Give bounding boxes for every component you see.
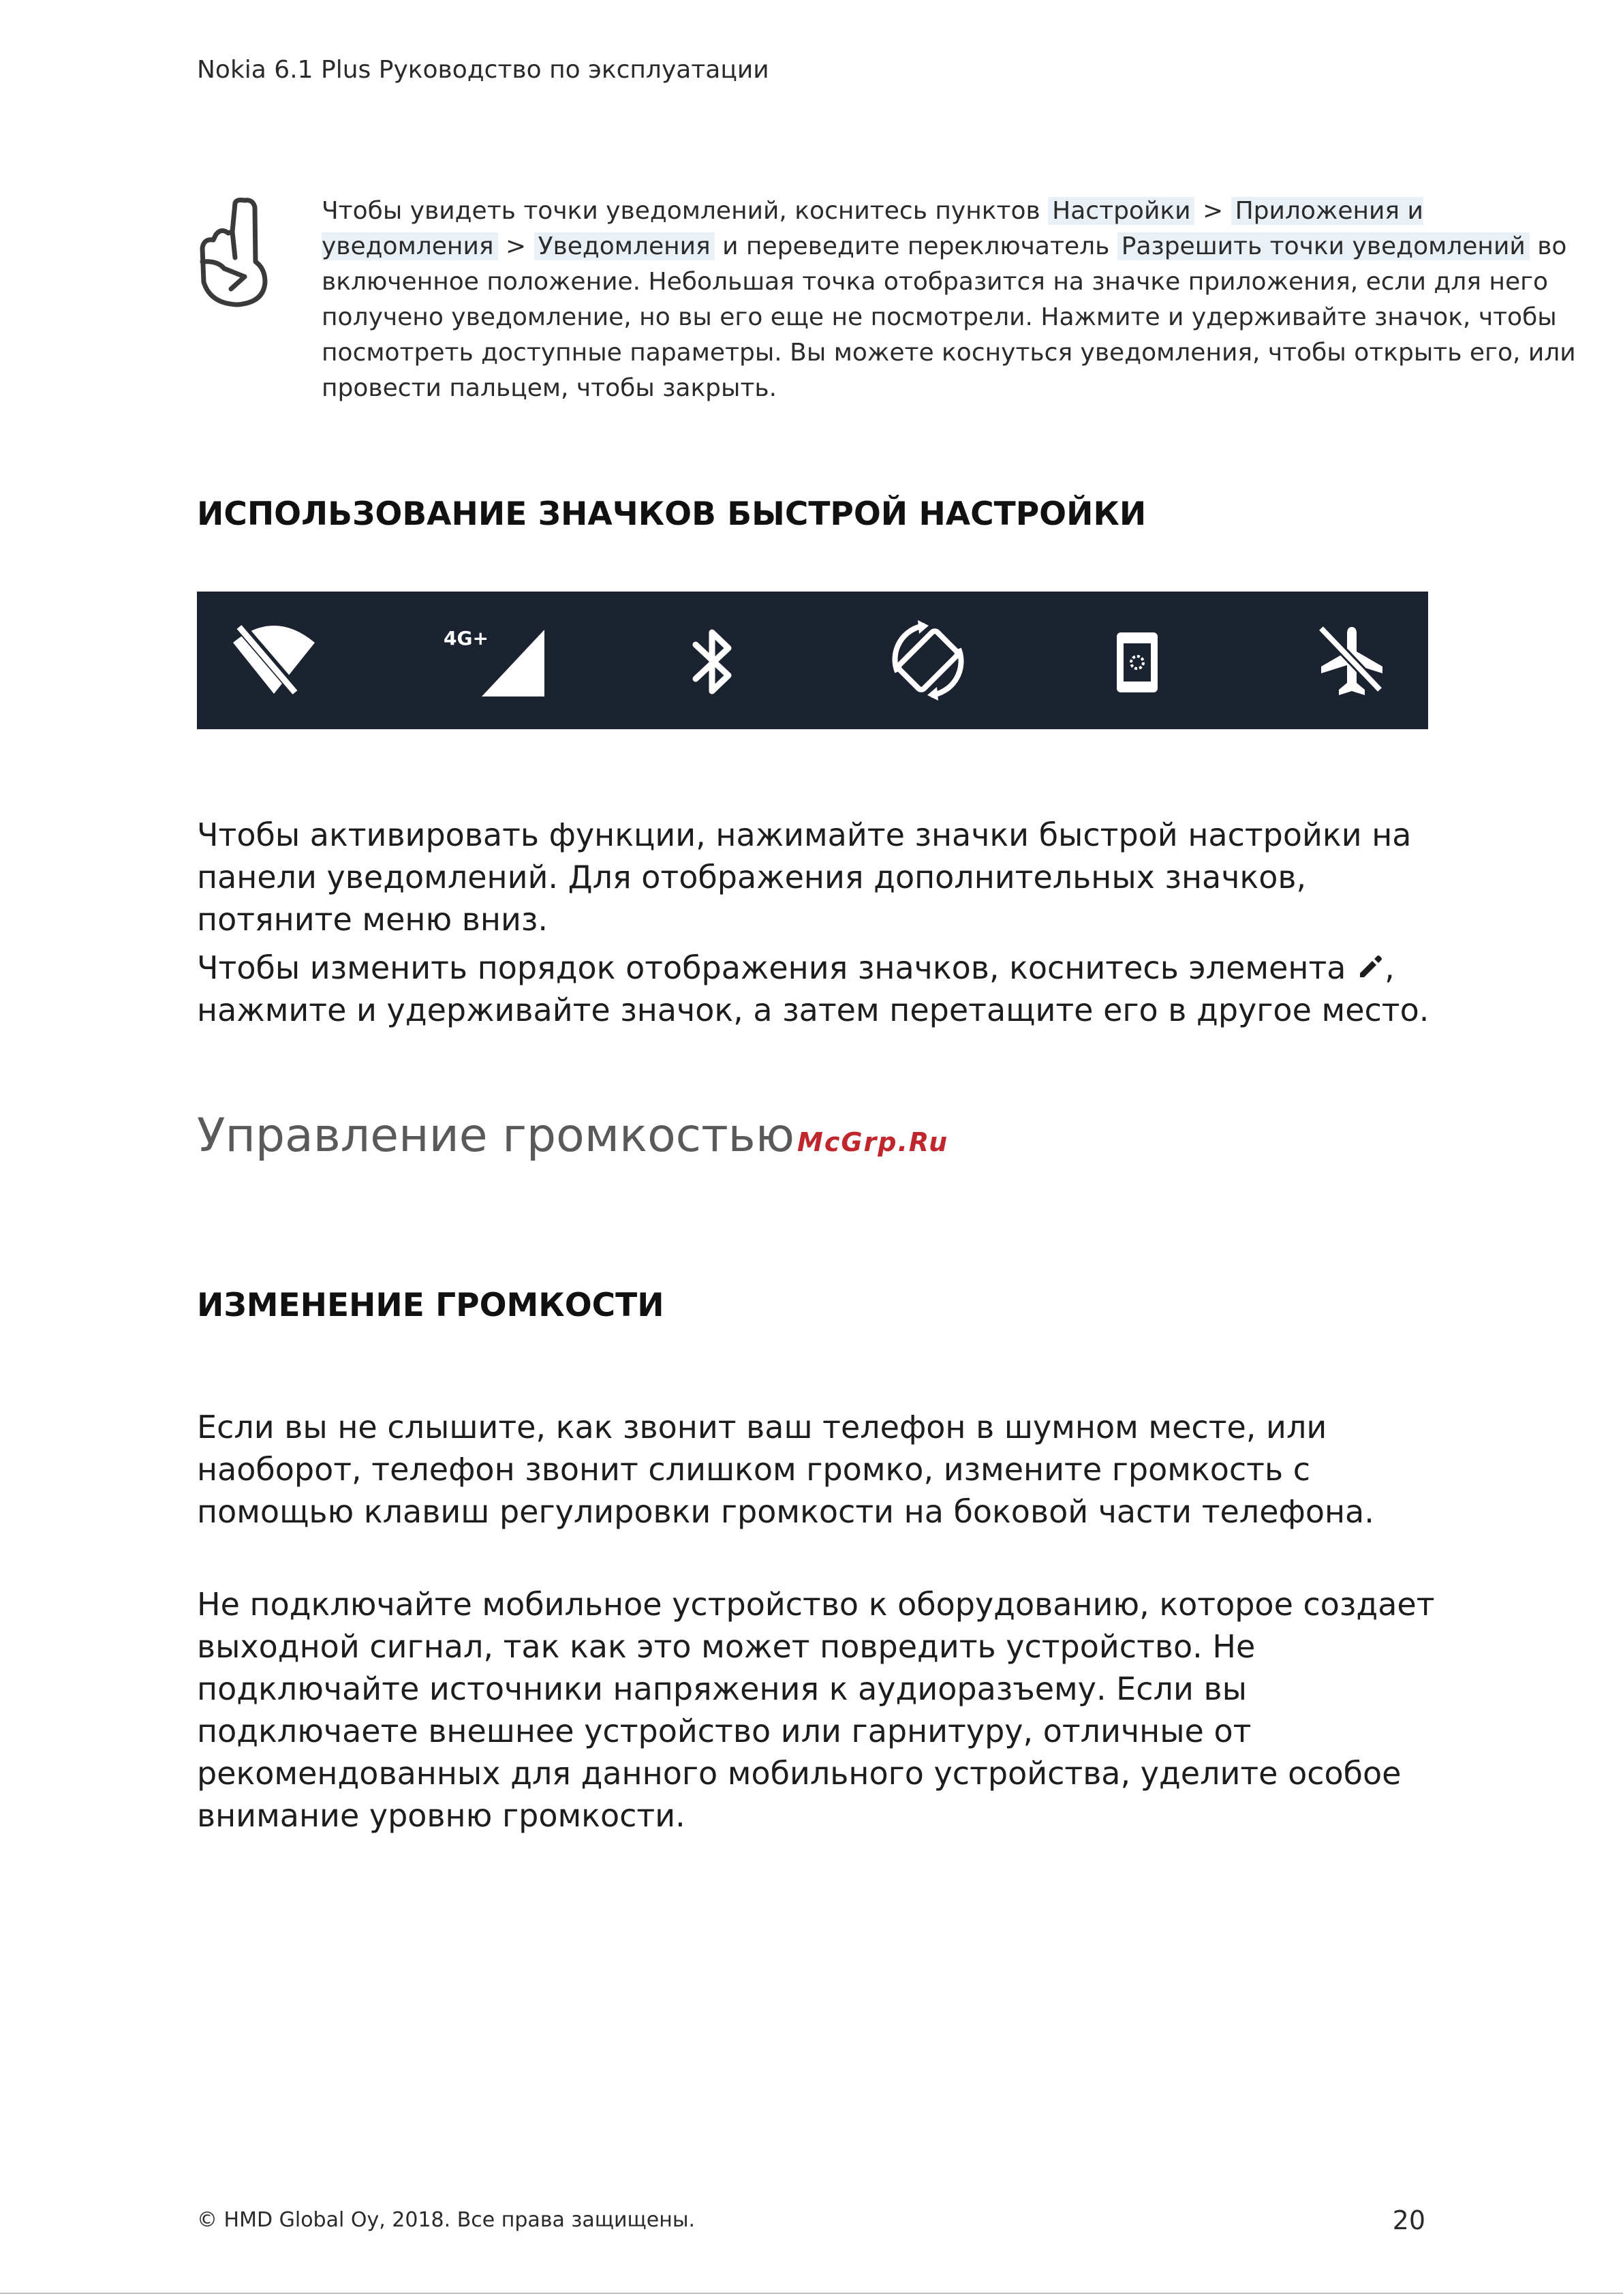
menu-path-notifications: Уведомления	[534, 232, 715, 260]
signal-label-4g: 4G+	[444, 627, 489, 649]
paragraph-reorder-icons	[197, 947, 1444, 1031]
section-heading-change-volume: ИЗМЕНЕНИЕ ГРОМКОСТИ	[197, 1287, 664, 1324]
wifi-off-icon	[230, 619, 318, 701]
tip-text	[322, 194, 1603, 406]
pencil-icon	[1356, 953, 1385, 981]
quick-settings-bar	[197, 592, 1428, 729]
mobile-signal-4g-icon	[442, 622, 558, 703]
tip-text-part1: Чтобы увидеть точки уведомлений, коснитесь пунктов	[322, 197, 1040, 225]
auto-rotate-icon	[884, 617, 972, 703]
watermark: McGrp.Ru	[797, 1127, 949, 1157]
tip-text-part2: и переведите переключатель	[722, 232, 1110, 260]
page-header: Nokia 6.1 Plus Руководство по эксплуатации	[197, 56, 769, 84]
path-separator: >	[505, 232, 527, 260]
tip-box	[197, 194, 1576, 412]
paragraph-activate-functions: Чтобы активировать функции, нажимайте значки быстрой настройки на панели уведомлений. Для отображения дополнительных значков, потяните меню вниз.	[197, 816, 1412, 938]
volume-title-text: Управление громкостью	[197, 1109, 794, 1163]
reorder-text-a: Чтобы изменить порядок отображения значков, коснитесь элемента	[197, 949, 1346, 986]
paragraph-volume-keys: Если вы не слышите, как звонит ваш телефон в шумном месте, или наоборот, телефон звонит слишком громко, измените громкость с помощью клавиш регулировки громкости на боковой части телефона.	[197, 1409, 1374, 1530]
footer-copyright: © HMD Global Oy, 2018. Все права защищены.	[197, 2208, 696, 2232]
page-number: 20	[1392, 2205, 1425, 2235]
section-heading-quick-settings: ИСПОЛЬЗОВАНИЕ ЗНАЧКОВ БЫСТРОЙ НАСТРОЙКИ	[197, 495, 1147, 533]
paragraph-volume-warning: Не подключайте мобильное устройство к оборудованию, которое создает выходной сигнал, так как это может повредить устройство. Не подключайте источники напряжения к аудиоразъему. Если вы подключаете внешнее устройство или гарнитуру, отличные от рекомендованных для данного мобильного устройства, уделите особое внимание уровню громкости.	[197, 1586, 1435, 1834]
page-bottom-divider	[0, 2293, 1623, 2294]
battery-saver-icon	[1110, 627, 1164, 698]
pointing-hand-icon	[197, 194, 273, 309]
path-separator: >	[1202, 197, 1224, 225]
menu-path-allow-dots: Разрешить точки уведомлений	[1117, 232, 1530, 260]
airplane-mode-icon	[1314, 622, 1389, 701]
menu-path-apps-notifications: Приложения и уведомления	[322, 197, 1423, 260]
tip-text-part3: во включенное положение. Небольшая точка отобразится на значке приложения, если для него получено уведомление, но вы его еще не посмотрели. Нажмите и удерживайте значок, чтобы посмотреть доступные параметры. Вы можете коснуться уведомления, чтобы открыть его, или провести пальцем, чтобы закрыть.	[322, 232, 1576, 402]
menu-path-settings: Настройки	[1048, 197, 1194, 225]
reorder-text-b: , нажмите и удерживайте значок, а затем перетащите его в другое место.	[197, 949, 1429, 1028]
section-title-volume	[197, 1109, 948, 1163]
bluetooth-icon	[689, 624, 737, 699]
